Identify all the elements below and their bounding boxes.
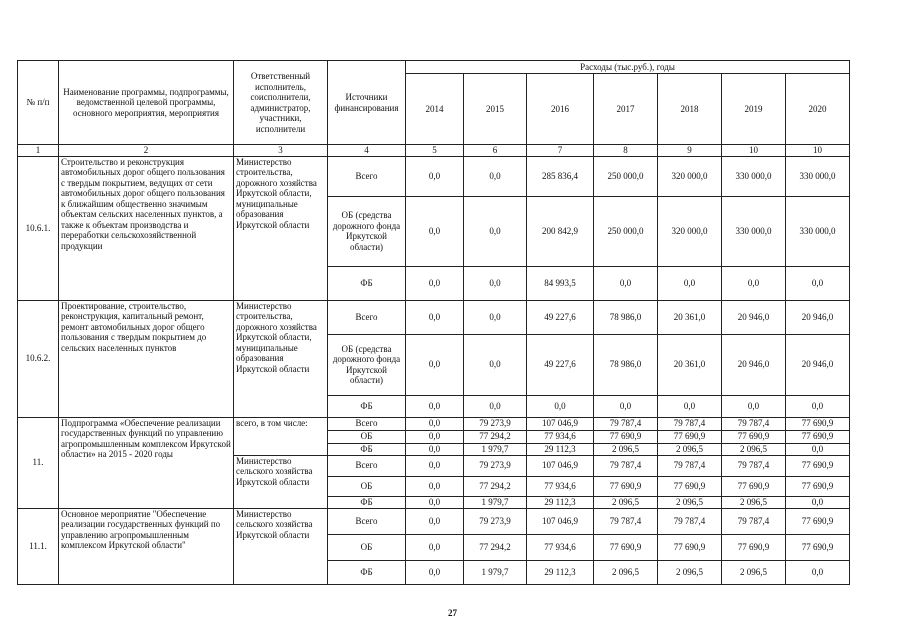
column-number: 6 <box>464 145 527 157</box>
value-cell: 0,0 <box>464 334 527 395</box>
value-cell: 250 000,0 <box>594 196 658 266</box>
value-cell: 79 787,4 <box>722 508 786 534</box>
measure-name: Подпрограмма «Обеспечение реализации государственных функций по управлению агропромышленным комплексом Иркутской области» на 2015 - 2020 годы <box>59 417 234 508</box>
value-cell: 0,0 <box>786 395 850 417</box>
value-cell: 77 690,9 <box>594 534 658 560</box>
row-number: 10.6.2. <box>18 300 59 417</box>
value-cell: 29 112,3 <box>527 443 594 455</box>
column-number: 5 <box>406 145 464 157</box>
block-10-6-1 <box>18 156 850 300</box>
row-number: 11. <box>18 417 59 508</box>
value-cell: 0,0 <box>406 334 464 395</box>
value-cell: 0,0 <box>658 266 722 300</box>
funding-source: Всего <box>328 417 406 430</box>
header-year: 2014 <box>406 74 464 145</box>
value-cell: 0,0 <box>464 266 527 300</box>
value-cell: 49 227,6 <box>527 334 594 395</box>
value-cell: 29 112,3 <box>527 560 594 584</box>
value-cell: 2 096,5 <box>722 443 786 455</box>
row-number: 11.1. <box>18 508 59 584</box>
value-cell: 107 046,9 <box>527 417 594 430</box>
value-cell: 20 946,0 <box>786 300 850 334</box>
funding-source: ОБ (средства дорожного фонда Иркутской области) <box>328 196 406 266</box>
value-cell: 200 842,9 <box>527 196 594 266</box>
value-cell: 2 096,5 <box>658 560 722 584</box>
header-name: Наименование программы, подпрограммы, ведомственной целевой программы, основного мероприятия, мероприятия <box>59 61 234 145</box>
value-cell: 77 690,9 <box>658 430 722 443</box>
value-cell: 0,0 <box>722 266 786 300</box>
block-10-6-2 <box>18 300 850 417</box>
value-cell: 79 787,4 <box>594 455 658 476</box>
value-cell: 1 979,7 <box>464 443 527 455</box>
value-cell: 77 934,6 <box>527 476 594 496</box>
value-cell: 2 096,5 <box>722 560 786 584</box>
table-header <box>18 61 850 157</box>
funding-source: ОБ (средства дорожного фонда Иркутской области) <box>328 334 406 395</box>
header-executor: Ответственный исполнитель, соисполнители, администратор, участники, исполнители <box>234 61 328 145</box>
value-cell: 20 946,0 <box>722 300 786 334</box>
column-number: 3 <box>234 145 328 157</box>
column-number: 1 <box>18 145 59 157</box>
value-cell: 79 273,9 <box>464 455 527 476</box>
value-cell: 2 096,5 <box>594 560 658 584</box>
measure-name: Проектирование, строительство, реконструкция, капитальный ремонт, ремонт автомобильных дорог общего пользования с твердым покрытием до сельских населенных пунктов <box>59 300 234 417</box>
value-cell: 78 986,0 <box>594 334 658 395</box>
value-cell: 0,0 <box>786 443 850 455</box>
value-cell: 0,0 <box>406 300 464 334</box>
value-cell: 1 979,7 <box>464 560 527 584</box>
funding-source: ФБ <box>328 496 406 508</box>
funding-source: ФБ <box>328 266 406 300</box>
value-cell: 0,0 <box>406 196 464 266</box>
measure-name: Строительство и реконструкция автомобильных дорог общего пользования с твердым покрытием, ведущих от сети автомобильных дорог общего пользования к ближайшим общественно значимым объектам сельских населенных пунктов, а также к объектам производства и переработки сельскохозяйственной продукции <box>59 156 234 300</box>
value-cell: 79 787,4 <box>658 417 722 430</box>
value-cell: 0,0 <box>594 266 658 300</box>
value-cell: 79 787,4 <box>658 455 722 476</box>
value-cell: 77 690,9 <box>786 476 850 496</box>
value-cell: 0,0 <box>406 455 464 476</box>
value-cell: 0,0 <box>464 300 527 334</box>
column-number: 10 <box>786 145 850 157</box>
value-cell: 0,0 <box>786 266 850 300</box>
value-cell: 0,0 <box>722 395 786 417</box>
value-cell: 0,0 <box>406 476 464 496</box>
value-cell: 0,0 <box>464 156 527 196</box>
column-number: 10 <box>722 145 786 157</box>
header-year: 2020 <box>786 74 850 145</box>
value-cell: 330 000,0 <box>786 156 850 196</box>
value-cell: 0,0 <box>406 430 464 443</box>
value-cell: 77 690,9 <box>594 476 658 496</box>
value-cell: 0,0 <box>594 395 658 417</box>
value-cell: 79 787,4 <box>722 455 786 476</box>
funding-source: Всего <box>328 300 406 334</box>
value-cell: 0,0 <box>406 534 464 560</box>
column-number: 9 <box>658 145 722 157</box>
value-cell: 77 690,9 <box>722 534 786 560</box>
funding-source: ОБ <box>328 430 406 443</box>
value-cell: 77 690,9 <box>786 430 850 443</box>
column-number: 2 <box>59 145 234 157</box>
value-cell: 2 096,5 <box>658 443 722 455</box>
value-cell: 77 294,2 <box>464 476 527 496</box>
value-cell: 0,0 <box>464 196 527 266</box>
row-number: 10.6.1. <box>18 156 59 300</box>
value-cell: 20 946,0 <box>722 334 786 395</box>
value-cell: 0,0 <box>406 496 464 508</box>
value-cell: 1 979,7 <box>464 496 527 508</box>
value-cell: 79 787,4 <box>594 508 658 534</box>
funding-source: ФБ <box>328 443 406 455</box>
value-cell: 79 273,9 <box>464 508 527 534</box>
value-cell: 250 000,0 <box>594 156 658 196</box>
value-cell: 0,0 <box>406 560 464 584</box>
value-cell: 77 690,9 <box>594 430 658 443</box>
value-cell: 0,0 <box>786 560 850 584</box>
value-cell: 107 046,9 <box>527 508 594 534</box>
funding-source: ФБ <box>328 395 406 417</box>
value-cell: 0,0 <box>527 395 594 417</box>
value-cell: 330 000,0 <box>722 156 786 196</box>
value-cell: 29 112,3 <box>527 496 594 508</box>
block-11 <box>18 417 850 508</box>
value-cell: 0,0 <box>464 395 527 417</box>
header-year: 2019 <box>722 74 786 145</box>
value-cell: 79 787,4 <box>594 417 658 430</box>
expenses-table <box>17 60 850 585</box>
value-cell: 77 690,9 <box>786 508 850 534</box>
value-cell: 77 690,9 <box>658 534 722 560</box>
page-number: 27 <box>448 608 457 618</box>
value-cell: 77 690,9 <box>722 476 786 496</box>
value-cell: 2 096,5 <box>658 496 722 508</box>
value-cell: 84 993,5 <box>527 266 594 300</box>
value-cell: 79 273,9 <box>464 417 527 430</box>
value-cell: 77 934,6 <box>527 430 594 443</box>
column-number: 8 <box>594 145 658 157</box>
value-cell: 77 294,2 <box>464 430 527 443</box>
header-year: 2016 <box>527 74 594 145</box>
value-cell: 107 046,9 <box>527 455 594 476</box>
header-year: 2018 <box>658 74 722 145</box>
executor: Министерство сельского хозяйства Иркутской области <box>234 508 328 584</box>
value-cell: 77 294,2 <box>464 534 527 560</box>
value-cell: 79 787,4 <box>658 508 722 534</box>
header-year: 2017 <box>594 74 658 145</box>
value-cell: 320 000,0 <box>658 196 722 266</box>
value-cell: 77 934,6 <box>527 534 594 560</box>
block-11-1 <box>18 508 850 584</box>
value-cell: 330 000,0 <box>786 196 850 266</box>
value-cell: 49 227,6 <box>527 300 594 334</box>
executor: Министерство строительства, дорожного хозяйства Иркутской области, муниципальные образования Иркутской области <box>234 300 328 417</box>
value-cell: 285 836,4 <box>527 156 594 196</box>
value-cell: 79 787,4 <box>722 417 786 430</box>
column-number: 4 <box>328 145 406 157</box>
value-cell: 78 986,0 <box>594 300 658 334</box>
value-cell: 20 946,0 <box>786 334 850 395</box>
value-cell: 320 000,0 <box>658 156 722 196</box>
measure-name: Основное мероприятие "Обеспечение реализации государственных функций по управлению агропромышленным комплексом Иркутской области" <box>59 508 234 584</box>
funding-source: ФБ <box>328 560 406 584</box>
funding-source: Всего <box>328 156 406 196</box>
executor: всего, в том числе: <box>234 417 328 455</box>
header-year: 2015 <box>464 74 527 145</box>
value-cell: 0,0 <box>406 156 464 196</box>
header-source: Источники финансирования <box>328 61 406 145</box>
value-cell: 2 096,5 <box>594 443 658 455</box>
header-num: № п/п <box>18 61 59 145</box>
executor: Министерство сельского хозяйства Иркутской области <box>234 455 328 508</box>
value-cell: 77 690,9 <box>722 430 786 443</box>
value-cell: 20 361,0 <box>658 334 722 395</box>
funding-source: Всего <box>328 455 406 476</box>
funding-source: ОБ <box>328 476 406 496</box>
value-cell: 330 000,0 <box>722 196 786 266</box>
value-cell: 0,0 <box>786 496 850 508</box>
value-cell: 0,0 <box>406 395 464 417</box>
value-cell: 0,0 <box>658 395 722 417</box>
funding-source: ОБ <box>328 534 406 560</box>
value-cell: 77 690,9 <box>786 534 850 560</box>
funding-source: Всего <box>328 508 406 534</box>
value-cell: 0,0 <box>406 417 464 430</box>
value-cell: 20 361,0 <box>658 300 722 334</box>
value-cell: 2 096,5 <box>722 496 786 508</box>
value-cell: 77 690,9 <box>786 417 850 430</box>
value-cell: 0,0 <box>406 266 464 300</box>
executor: Министерство строительства, дорожного хозяйства Иркутской области, муниципальные образования Иркутской области <box>234 156 328 300</box>
column-number: 7 <box>527 145 594 157</box>
value-cell: 0,0 <box>406 443 464 455</box>
value-cell: 77 690,9 <box>658 476 722 496</box>
value-cell: 2 096,5 <box>594 496 658 508</box>
value-cell: 77 690,9 <box>786 455 850 476</box>
header-expenses: Расходы (тыс.руб.), годы <box>406 61 850 74</box>
value-cell: 0,0 <box>406 508 464 534</box>
